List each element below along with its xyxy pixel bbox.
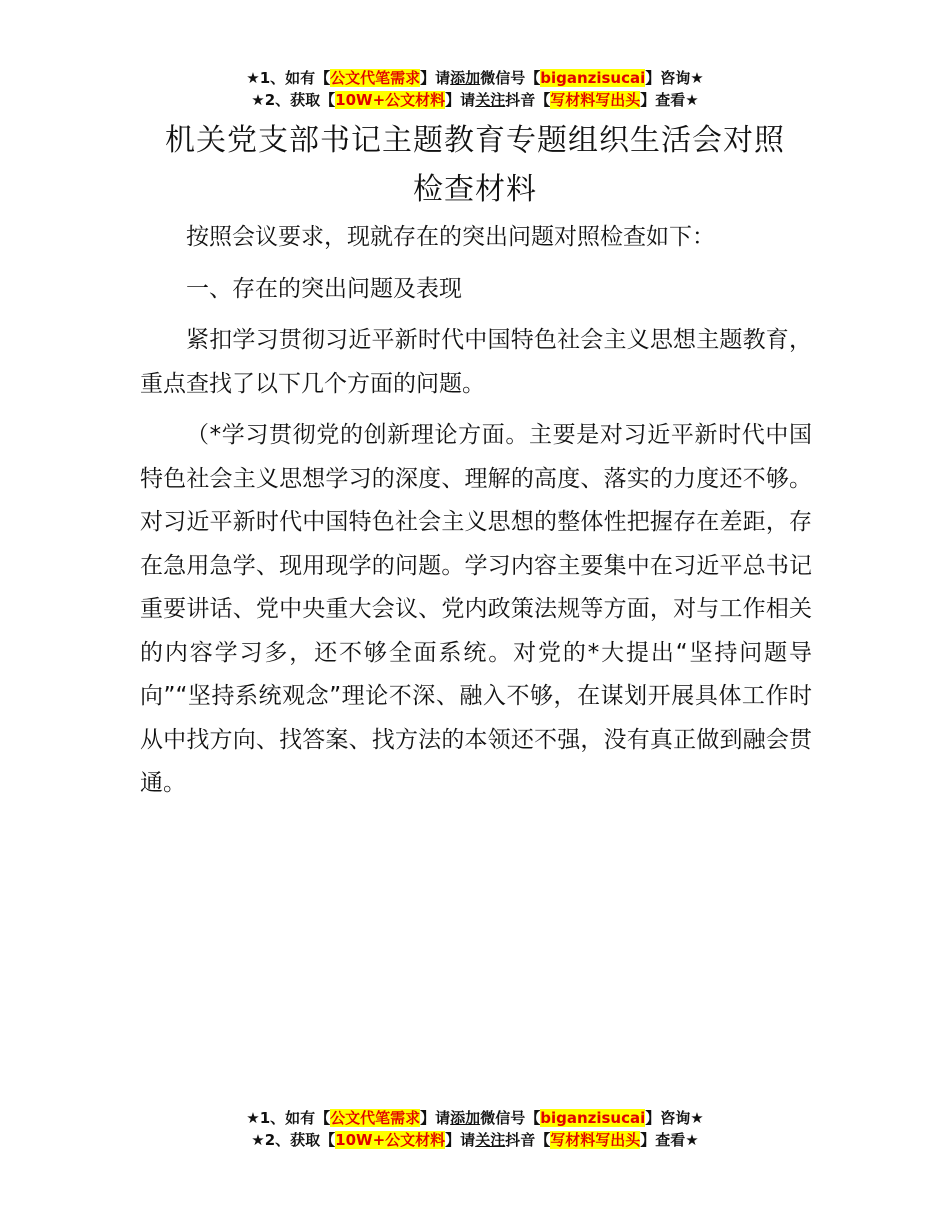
body-paragraph: 紧扣学习贯彻习近平新时代中国特色社会主义思想主题教育，重点查找了以下几个方面的问题。 — [140, 327, 812, 397]
section-heading: 一、存在的突出问题及表现 — [186, 275, 462, 302]
highlight-douyin-id: 写材料写出头 — [550, 1131, 641, 1149]
promo-text: 微信号【 — [480, 69, 541, 87]
promo-emphasis: 添加 — [450, 69, 481, 87]
title-line-2: 检查材料 — [413, 172, 537, 207]
promo-text: 2、获取【 — [264, 1131, 336, 1149]
promo-emphasis: 关注 — [475, 91, 506, 109]
highlight-service: 公文代笔需求 — [330, 1109, 421, 1127]
promo-line-2 — [0, 1129, 950, 1151]
promo-text: 】请 — [445, 1131, 476, 1149]
star-icon: ★ — [251, 1131, 265, 1149]
highlight-douyin-id: 写材料写出头 — [550, 91, 641, 109]
intro-paragraph: 按照会议要求，现就存在的突出问题对照检查如下： — [186, 224, 715, 250]
promo-text: 抖音【 — [505, 91, 551, 109]
promo-text: 】请 — [445, 91, 476, 109]
star-icon: ★ — [685, 1131, 699, 1149]
promo-header — [0, 67, 950, 111]
promo-text: 】请 — [420, 1109, 451, 1127]
promo-text: 】查看 — [640, 1131, 686, 1149]
promo-text: 】咨询 — [645, 69, 691, 87]
document-title — [130, 116, 820, 214]
promo-line-1 — [0, 1107, 950, 1129]
promo-emphasis: 添加 — [450, 1109, 481, 1127]
promo-line-2 — [0, 89, 950, 111]
promo-footer — [0, 1107, 950, 1151]
star-icon: ★ — [246, 69, 260, 87]
promo-text: 】查看 — [640, 91, 686, 109]
promo-line-1 — [0, 67, 950, 89]
promo-emphasis: 关注 — [475, 1131, 506, 1149]
star-icon: ★ — [690, 1109, 704, 1127]
promo-text: 抖音【 — [505, 1131, 551, 1149]
title-line-1: 机关党支部书记主题教育专题组织生活会对照 — [165, 123, 785, 158]
body-paragraph: （*学习贯彻党的创新理论方面。主要是对习近平新时代中国特色社会主义思想学习的深度、理解的高度、落实的力度还不够。对习近平新时代中国特色社会主义思想的整体性把握存在差距，存在急用急学、现用现学的问题。学习内容主要集中在习近平总书记重要讲话、党中央重大会议、党内政策法规等方面，对与工作相关的内容学习多，还不够全面系统。对党的*大提出“坚持问题导向”“坚持系统观念”理论不深、融入不够，在谋划开展具体工作时从中找方向、找答案、找方法的本领还不强，没有真正做到融会贯通。 — [140, 422, 812, 796]
highlight-service: 公文代笔需求 — [330, 69, 421, 87]
highlight-materials: 10W+公文材料 — [335, 91, 446, 109]
promo-text: 微信号【 — [480, 1109, 541, 1127]
highlight-materials: 10W+公文材料 — [335, 1131, 446, 1149]
promo-text: 2、获取【 — [264, 91, 336, 109]
promo-text: 1、如有【 — [259, 69, 331, 87]
highlight-wechat-id: biganzisucai — [540, 1109, 646, 1127]
star-icon: ★ — [251, 91, 265, 109]
document-body — [140, 216, 812, 806]
promo-text: 】咨询 — [645, 1109, 691, 1127]
promo-text: 1、如有【 — [259, 1109, 331, 1127]
highlight-wechat-id: biganzisucai — [540, 69, 646, 87]
promo-text: 】请 — [420, 69, 451, 87]
star-icon: ★ — [690, 69, 704, 87]
star-icon: ★ — [246, 1109, 260, 1127]
star-icon: ★ — [685, 91, 699, 109]
